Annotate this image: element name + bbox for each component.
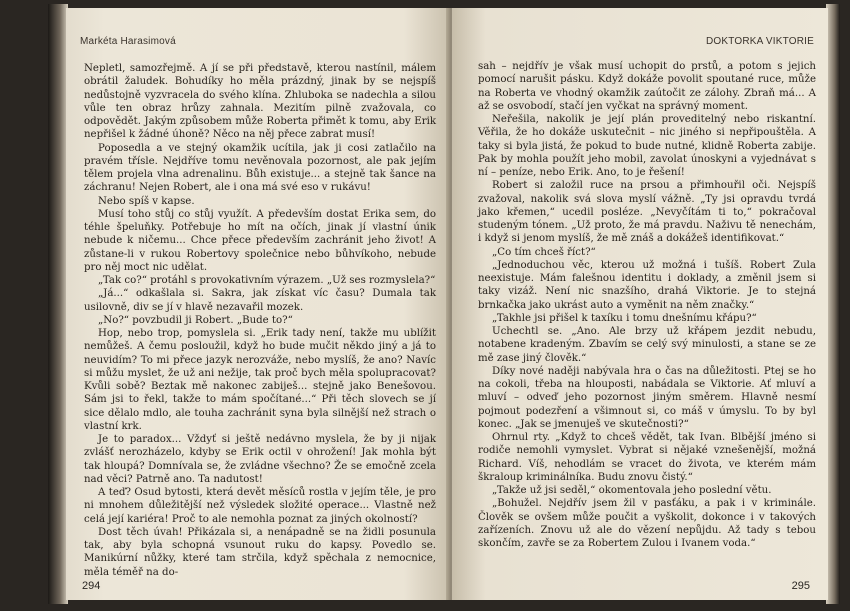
paragraph: „Bohužel. Nejdřív jsem žil v pasťáku, a pak i v kriminále. Člověk se ovšem může poučit a vyškolit, dokonce i v takových zařízeních. Znovu už ale do vězení nepůjdu. Až tady s tebou skončím, zavře se za Robertem Zulou i Ivanem voda.“ [478,498,816,549]
paragraph: Poposedla a ve stejný okamžik ucítila, jak ji cosi zatlačilo na pravém třísle. Nejdříve tomu nevěnovala pozornost, ale pak jejím tělem projela vlna adrenalinu. Bůh existuje... a stejně tak šance na záchranu! Nejen Robert, ale i ona má své eso v rukávu! [84,142,436,194]
paragraph: Neřešila, nakolik je její plán proveditelný nebo riskantní. Věřila, že ho dokáže uskutečnit – nic jiného si nepřipouštěla. A taky si byla jistá, že pokud to bude nutné, klidně Roberta zabije. Pak by mohla použít jeho mobil, zavolat únoskyni a vyjednávat s ní – peníze, nebo Erik. Ano, to je řešení! [478,114,816,178]
page-number-right: 295 [791,580,810,592]
page-number-left: 294 [82,580,101,592]
paragraph: Musí toho stůj co stůj využít. A především dostat Erika sem, do téhle špeluňky. Potřebuje ho mít na očích, jinak jí vlastní únik nebude k ničemu... Chce přece především zachránit jeho život! A zůstane-li v rukou Robertovy společnice nebo bůhvíkoho, nebude pro něj moct nic udělat. [84,208,436,273]
paragraph: Dost těch úvah! Přikázala si, a nenápadně se na židli posunula tak, aby byla schopná vsunout ruku do kapsy. Povedlo se. Manikúrní nůžky, které tam strčila, když spěchala z nemocnice, měla téměř na do- [84,526,436,578]
paragraph: sah – nejdřív je však musí uchopit do prstů, a potom s jejich pomocí narušit pásku. Když dokáže povolit spoutané ruce, může na Roberta ve vhodný okamžik zaútočit ze zálohy. Zbraň má... A až se osvobodí, stačí jen vyčkat na správný moment. [478,61,816,112]
paragraph: „Co tím chceš říct?“ [492,246,596,258]
paragraph: „Takhle jsi přišel k taxíku i tomu dnešnímu křápu?“ [492,312,757,324]
book-edge-right [826,4,840,604]
paragraph: Robert si založil ruce na prsou a přimhouřil oči. Nejspíš zvažoval, nakolik svá slova myslí vážně. „Ty jsi opravdu tvrdá jako křemen,“ ucedil posléze. „Nevyčítám ti to,“ pokračoval studeným tónem. „Už proto, že má pravdu. Naživu tě nenechám, i když si jenom myslíš, že mě znáš a dokážeš identifikovat.“ [478,180,816,245]
right-page [452,8,828,600]
book-edge-left [48,4,68,604]
paragraph: Nebo spíš v kapse. [98,195,195,207]
paragraph: Nepletl, samozřejmě. A jí se při představě, kterou nastínil, málem obrátil žaludek. Bohudíky ho měla prázdný, jinak by se nejspíš nedůstojně vyzvracela do svého klína. Zhluboka se nadechla a silou vůle ten obraz hrůzy zahnala. Mezitím pilně zvažovala, co odpovědět. Jakým způsobem může Roberta přimět k tomu, aby Erik nepřišel k žádné úhoně? Něco na něj přece zabrat musí! [84,63,436,141]
paragraph: „Jednoduchou věc, kterou už možná i tušíš. Robert Zula neexistuje. Mám falešnou identitu i doklady, a změnil jsem si taky vizáž. Není nic snazšího, drahá Viktorie. Je to stejná brnkačka jako ukrást auto a vyměnit na něm značky.“ [478,259,816,311]
left-page-body [84,62,436,579]
paragraph: Ohrnul rty. „Když to chceš vědět, tak Ivan. Blbější jméno si rodiče nemohli vymyslet. Vybrat si nějaké vznešenější, možná Richard. Víš, nehodlám se vracet do života, ve kterém mám škraloup kriminálníka. Budu znovu čistý.“ [478,432,816,483]
paragraph: Díky nové naději nabývala hra o čas na důležitosti. Ptej se ho na cokoli, třeba na hlouposti, nabádala se Viktorie. Ať mluví a mluví – odveď jeho pozornost jiným směrem. Hlavně nesmí pojmout podezření a všimnout si, co máš v úmyslu. To by byl konec. „Jak se jmenuješ ve skutečnosti?“ [478,365,816,430]
paragraph: „No?“ povzbudil ji Robert. „Bude to?“ [98,314,293,326]
running-head-author: Markéta Harasimová [80,36,176,47]
paragraph: „Tak co?“ protáhl s provokativním výrazem. „Už ses rozmyslela?“ [98,275,436,286]
paragraph: Uchechtl se. „Ano. Ale brzy už křápem jezdit nebudu, notabene kradeným. Zbavím se celý svý minulosti, a stane se ze mě zase jiný člověk.“ [478,326,816,364]
paragraph: A teď? Osud bytosti, která devět měsíců rostla v jejím těle, je pro ni mnohem důležitější než výsledek složité operace... Vlastně než celá její kariéra! Proč to ale nemohla poznat za jiných okolností? [84,487,436,525]
paragraph: Hop, nebo trop, pomyslela si. „Erik tady není, takže mu ublížit nemůžeš. A čemu posloužil, když ho bude mučit někdo jiný a já to neuvidím? To mi přece jazyk nerozváže, nebo myslíš, že ano? Navíc si můžu myslet, že už ani nežije, tak proč bych měla spolupracovat? Kvůli sobě? Beztak mě nakonec zabiješ... stejně jako Benešovou. Sám jsi to řekl, takže to mám spočítané...“ Při těch slovech se jí sice dělalo mdlo, ale touha zachránit syna byla silnější než strach o vlastní krk. [84,328,436,432]
paragraph: „Já...“ odkašlala si. Sakra, jak získat víc času? Dumala tak usilovně, div se jí v hlavě nezavařil mozek. [84,288,436,313]
running-head-title: DOKTORKA VIKTORIE [705,36,814,47]
paragraph: Je to paradox... Vždyť si ještě nedávno myslela, že by ji nijak zvlášť nerozházelo, kdyby se Erik octil v ohrožení! Jak mohla být tak hloupá? Domnívala se, že zvládne všechno? Že se emočně zcela nad věci? Patrně ano. Ta nadutost! [84,434,436,485]
paragraph: „Takže už jsi seděl,“ okomentovala jeho poslední větu. [492,485,772,496]
left-page [66,8,450,600]
right-page-body [478,60,816,550]
